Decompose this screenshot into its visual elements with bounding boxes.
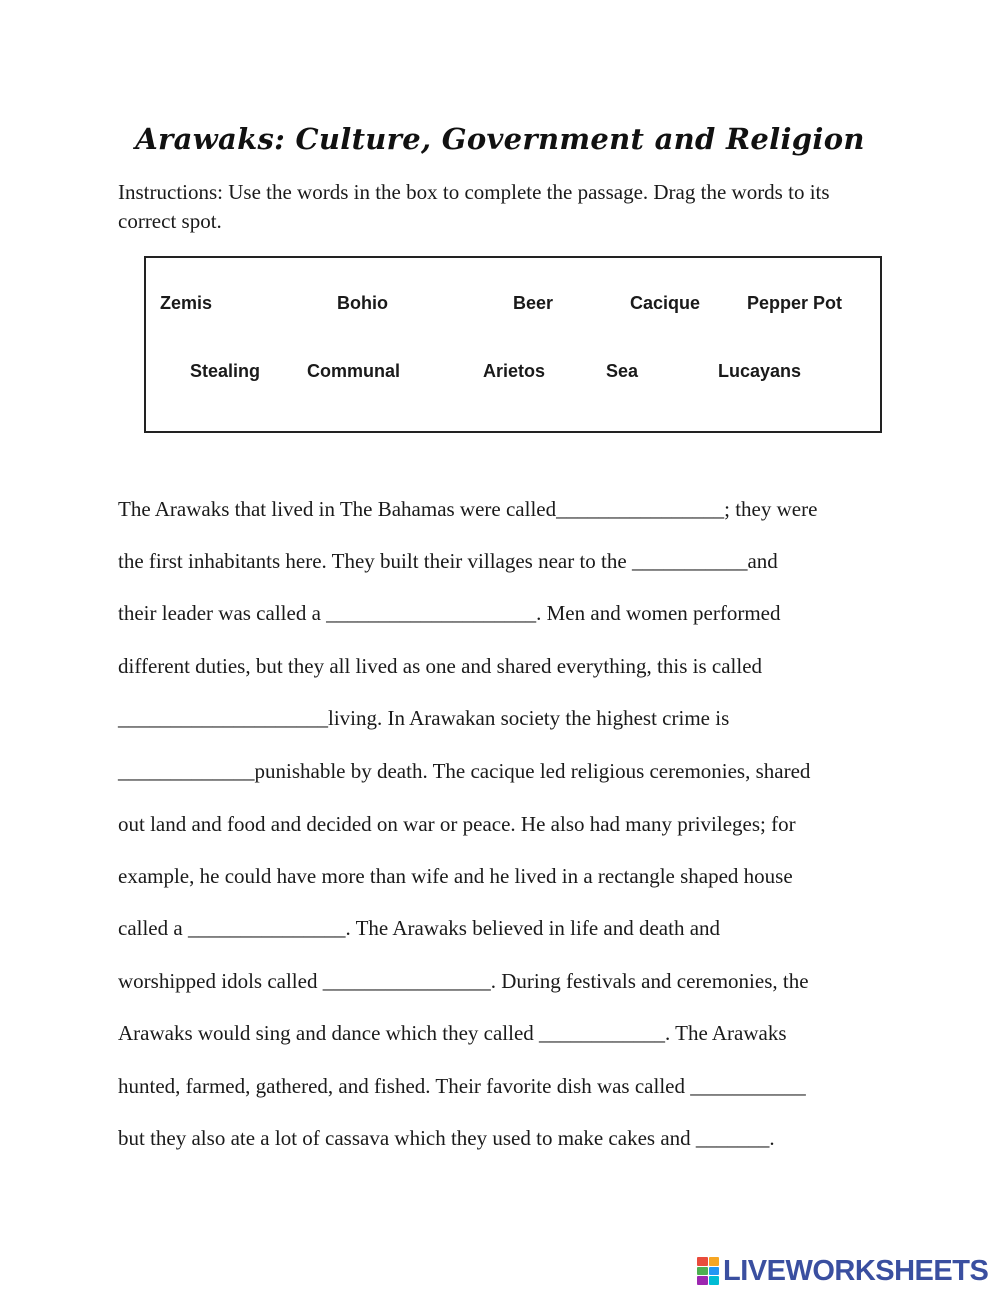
- word-bank-item[interactable]: Zemis: [160, 293, 213, 313]
- word-bank-box: [144, 256, 882, 433]
- passage-line: different duties, but they all lived as one and shared everything, this is called: [118, 654, 763, 678]
- logo-tile: [709, 1276, 720, 1285]
- logo-tile: [697, 1257, 708, 1266]
- passage-line: hunted, farmed, gathered, and fished. Their favorite dish was called ___________: [118, 1074, 806, 1098]
- passage-line: but they also ate a lot of cassava which they used to make cakes and _______.: [118, 1126, 775, 1150]
- passage-line: their leader was called a ____________________. Men and women performed: [118, 601, 781, 625]
- word-bank-item[interactable]: Cacique: [630, 293, 701, 313]
- word-bank-item[interactable]: Sea: [606, 361, 639, 381]
- logo-tile: [709, 1257, 720, 1266]
- instructions-text: Instructions: Use the words in the box to complete the passage. Drag the words to its correct spot.: [118, 180, 830, 233]
- word-bank-item[interactable]: Beer: [513, 293, 554, 313]
- logo-tile: [709, 1267, 720, 1276]
- worksheet-title: Arawaks: Culture, Government and Religion: [135, 122, 865, 156]
- word-bank-item[interactable]: Bohio: [337, 293, 388, 313]
- word-bank-item[interactable]: Communal: [307, 361, 401, 381]
- logo-tile: [697, 1267, 708, 1276]
- logo-text: LIVEWORKSHEETS: [723, 1254, 989, 1287]
- passage-line: the first inhabitants here. They built their villages near to the ___________and: [118, 549, 778, 573]
- passage-line: example, he could have more than wife and he lived in a rectangle shaped house: [118, 864, 793, 888]
- passage-line: Arawaks would sing and dance which they called ____________. The Arawaks: [118, 1021, 787, 1045]
- word-bank-item[interactable]: Lucayans: [718, 361, 802, 381]
- liveworksheets-logo-icon: [697, 1257, 719, 1285]
- passage-line: ____________________living. In Arawakan society the highest crime is: [118, 706, 730, 730]
- liveworksheets-logo: [697, 1254, 988, 1288]
- word-bank-item[interactable]: Arietos: [483, 361, 546, 381]
- passage-line: worshipped idols called ________________. During festivals and ceremonies, the: [118, 969, 809, 993]
- word-bank-item[interactable]: Pepper Pot: [747, 293, 843, 313]
- passage-line: called a _______________. The Arawaks believed in life and death and: [118, 916, 721, 940]
- passage-line: out land and food and decided on war or peace. He also had many privileges; for: [118, 812, 796, 836]
- logo-tile: [697, 1276, 708, 1285]
- passage-line: The Arawaks that lived in The Bahamas were called________________; they were: [118, 497, 818, 521]
- word-bank-item[interactable]: Stealing: [190, 361, 261, 381]
- passage-line: _____________punishable by death. The cacique led religious ceremonies, shared: [118, 759, 811, 783]
